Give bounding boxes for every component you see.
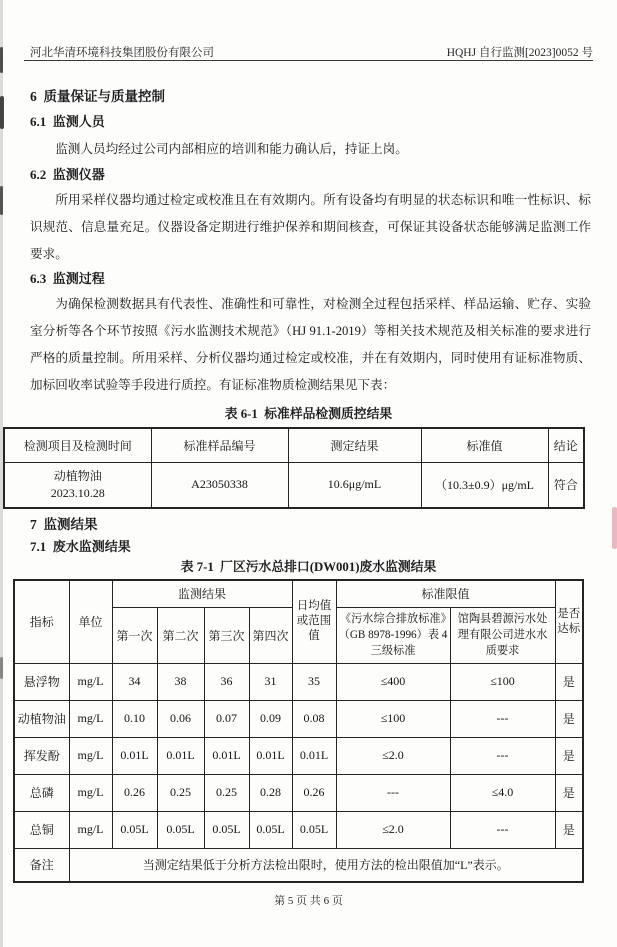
column-group-limits: 标准限值: [336, 580, 555, 607]
column-header-pass: 是否达标: [555, 580, 583, 663]
cell-standard-value: （10.3±0.9）μg/mL: [421, 462, 548, 508]
cell-run2: 0.01L: [157, 737, 204, 774]
cell-unit: mg/L: [69, 774, 112, 811]
table-7-1-caption: 表 7-1 厂区污水总排口(DW001)废水监测结果: [180, 560, 437, 574]
cell-daily-value: 35: [292, 663, 336, 700]
cell-unit: mg/L: [69, 700, 112, 737]
column-header-run2: 第二次: [157, 607, 204, 663]
cell-daily-value: 0.26: [292, 774, 336, 811]
cell-run1: 34: [112, 663, 157, 700]
column-header-daily-value: 日均值或范围值: [292, 580, 336, 663]
section-6-2-title: 6.2 监测仪器: [30, 167, 105, 182]
section-6-1-paragraph: 监测人员均经过公司内部相应的培训和能力确认后，持证上岗。: [55, 142, 408, 156]
cell-run3: 0.07: [204, 700, 249, 737]
column-header-local-limit: 馆陶县碧源污水处理有限公司进水水质要求: [450, 607, 555, 663]
cell-gb-limit: ≤400: [336, 663, 450, 700]
item-name: 动植物油: [53, 468, 102, 483]
cell-pass: 是: [555, 811, 583, 848]
column-header: 标准样品编号: [151, 428, 288, 462]
section-7-1-title: 7.1 废水监测结果: [30, 539, 131, 554]
cell-conclusion: 符合: [548, 462, 584, 508]
cell-item: [4, 462, 151, 508]
cell-indicator: 总磷: [14, 774, 69, 811]
table-row: [14, 737, 583, 774]
cell-daily-value: 0.08: [292, 700, 336, 737]
header-company-name: 河北华清环境科技集团股份有限公司: [30, 47, 214, 59]
cell-daily-value: 0.01L: [292, 737, 336, 774]
section-6-3-title: 6.3 监测过程: [30, 271, 105, 286]
column-header: 标准值: [421, 428, 548, 462]
page-number: 第 5 页 共 6 页: [274, 895, 343, 907]
scan-smudge: [0, 47, 3, 73]
table-6-1: [3, 427, 585, 509]
cell-run2: 38: [157, 663, 204, 700]
document-content: [0, 84, 617, 883]
cell-unit: mg/L: [69, 663, 112, 700]
section-6-3-paragraph: 为确保检测数据具有代表性、准确性和可靠性，对检测全过程包括采样、样品运输、贮存、实验室分析等各个环节按照《污水监测技术规范》（HJ 91.1-2019）等相关技术规范及相关标准的要求进行严格的质量控制。所用采样、分析仪器均通过检定或校准，并在有效期内，同时使用有证标准物质、加标回收率试验等手段进行质控。有证标准物质检测结果见下表：: [30, 297, 591, 392]
table-row: [14, 700, 583, 737]
column-header-run3: 第三次: [204, 607, 249, 663]
cell-run1: 0.26: [112, 774, 157, 811]
cell-run1: 0.05L: [112, 811, 157, 848]
section-7-title: 7 监测结果: [30, 517, 98, 532]
cell-unit: mg/L: [69, 737, 112, 774]
table-6-1-header-row: [4, 428, 584, 462]
column-header: 结论: [548, 428, 584, 462]
table-row: [14, 663, 583, 700]
cell-run4: 0.05L: [249, 811, 292, 848]
cell-gb-limit: ---: [336, 774, 450, 811]
cell-indicator: 动植物油: [14, 700, 69, 737]
cell-run2: 0.25: [157, 774, 204, 811]
cell-sample-number: A23050338: [151, 462, 288, 508]
column-group-results: 监测结果: [112, 580, 292, 607]
cell-local-limit: ≤4.0: [450, 774, 555, 811]
cell-indicator: 挥发酚: [14, 737, 69, 774]
column-header-unit: 单位: [69, 580, 112, 663]
cell-indicator: 总铜: [14, 811, 69, 848]
item-date: 2023.10.28: [50, 485, 105, 500]
cell-run4: 31: [249, 663, 292, 700]
column-header-run1: 第一次: [112, 607, 157, 663]
remark-label: 备注: [14, 848, 69, 882]
cell-gb-limit: ≤100: [336, 700, 450, 737]
column-header-gb-limit: 《污水综合排放标准》（GB 8978-1996）表 4 三级标准: [336, 607, 450, 663]
page-header: [30, 44, 593, 60]
cell-run2: 0.06: [157, 700, 204, 737]
cell-run3: 0.05L: [204, 811, 249, 848]
cell-local-limit: ≤100: [450, 663, 555, 700]
header-rule: [24, 60, 593, 61]
cell-run3: 0.01L: [204, 737, 249, 774]
cell-pass: 是: [555, 774, 583, 811]
cell-run1: 0.10: [112, 700, 157, 737]
column-header-indicator: 指标: [14, 580, 69, 663]
cell-run1: 0.01L: [112, 737, 157, 774]
table-7-1-remark-row: [14, 848, 583, 882]
cell-gb-limit: ≤2.0: [336, 737, 450, 774]
cell-run4: 0.01L: [249, 737, 292, 774]
cell-pass: 是: [555, 737, 583, 774]
cell-indicator: 悬浮物: [14, 663, 69, 700]
cell-unit: mg/L: [69, 811, 112, 848]
cell-result: 10.6μg/mL: [288, 462, 421, 508]
column-header: 测定结果: [288, 428, 421, 462]
table-row: [14, 774, 583, 811]
cell-local-limit: ---: [450, 737, 555, 774]
cell-run3: 0.25: [204, 774, 249, 811]
cell-run4: 0.28: [249, 774, 292, 811]
section-6-1-title: 6.1 监测人员: [30, 114, 105, 129]
cell-local-limit: ---: [450, 811, 555, 848]
table-7-1-header-row-1: [14, 580, 583, 607]
table-7-1: [13, 579, 584, 883]
column-header-run4: 第四次: [249, 607, 292, 663]
remark-text: 当测定结果低于分析方法检出限时，使用方法的检出限值加“L”表示。: [69, 848, 583, 882]
cell-local-limit: ---: [450, 700, 555, 737]
cell-pass: 是: [555, 700, 583, 737]
cell-run2: 0.05L: [157, 811, 204, 848]
cell-pass: 是: [555, 663, 583, 700]
table-6-1-caption: 表 6-1 标准样品检测质控结果: [224, 407, 393, 421]
table-row: [4, 462, 584, 508]
table-row: [14, 811, 583, 848]
cell-run4: 0.09: [249, 700, 292, 737]
cell-daily-value: 0.05L: [292, 811, 336, 848]
column-header: 检测项目及检测时间: [4, 428, 151, 462]
cell-gb-limit: ≤2.0: [336, 811, 450, 848]
section-6-2-paragraph: 所用采样仪器均通过检定或校准且在有效期内。所有设备均有明显的状态标识和唯一性标识、标识规范、信息量充足。仪器设备定期进行维护保养和期间核查，可保证其设备状态能够满足监测工作要求。: [30, 193, 591, 261]
header-report-number: HQHJ 自行监测[2023]0052 号: [446, 47, 593, 59]
section-6-title: 6 质量保证与质量控制: [30, 89, 165, 104]
cell-run3: 36: [204, 663, 249, 700]
